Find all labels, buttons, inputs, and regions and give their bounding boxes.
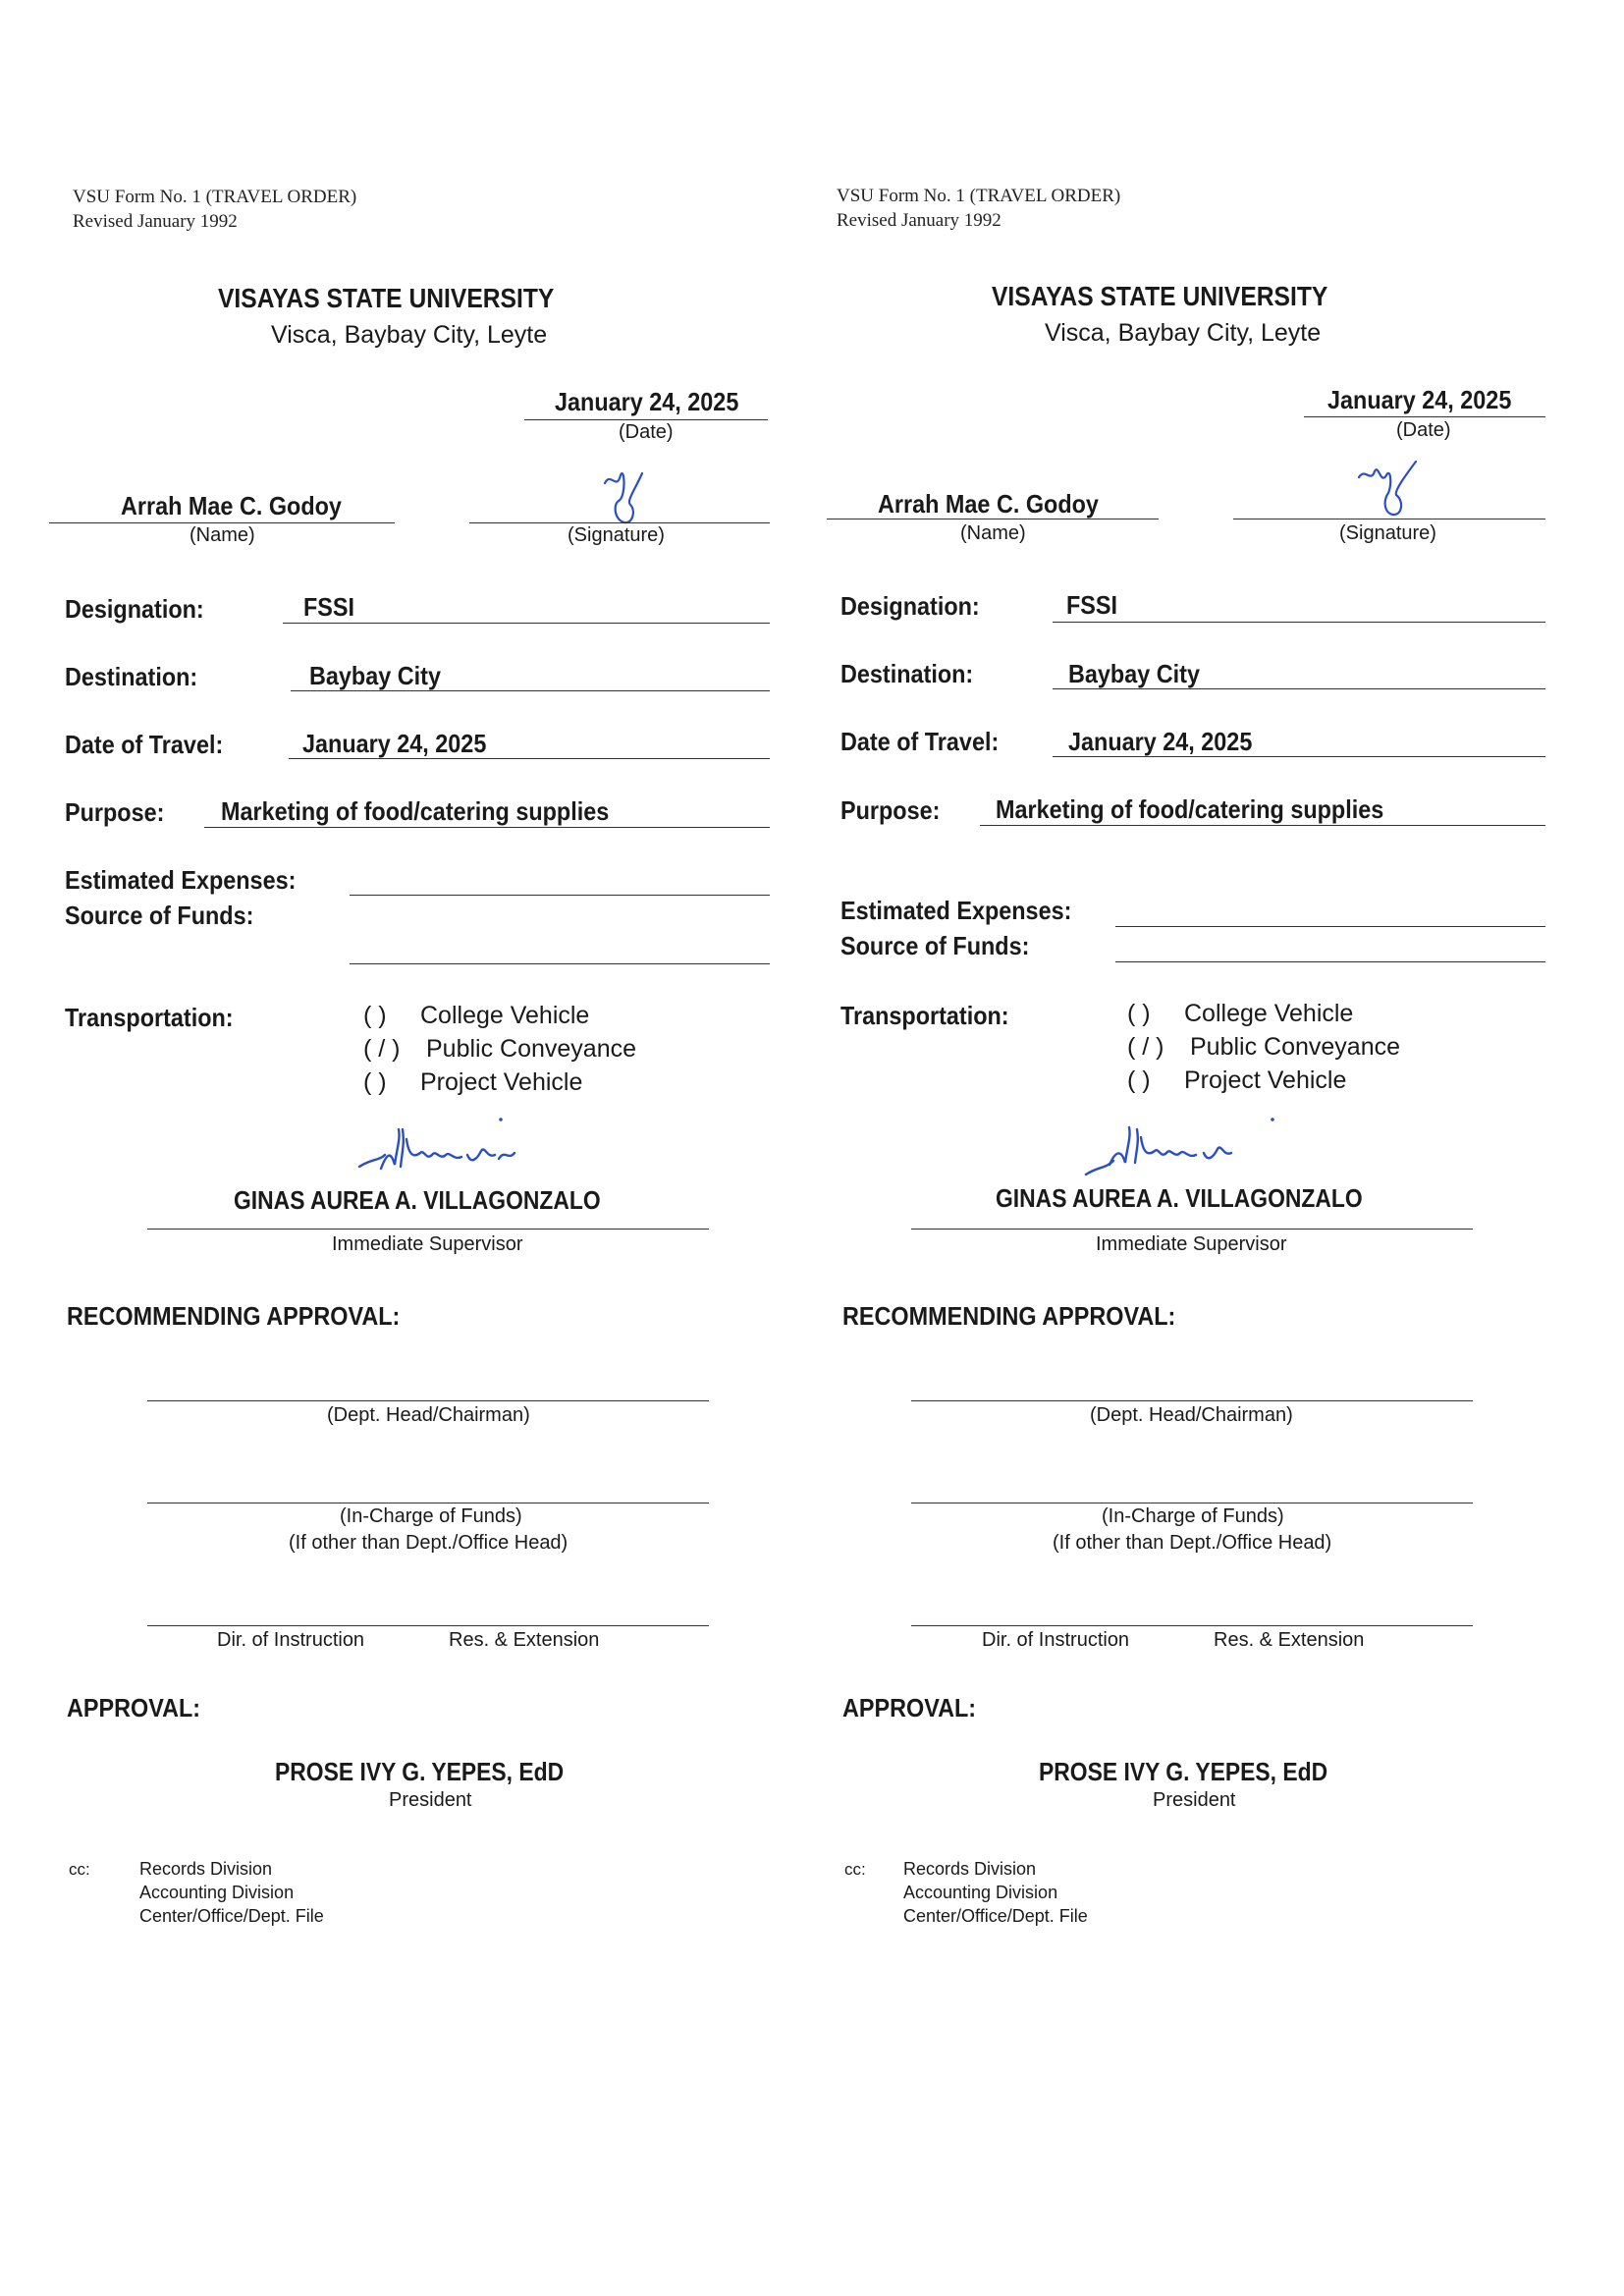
transport-option-college: College Vehicle — [1184, 1000, 1354, 1027]
approval-heading: APPROVAL: — [67, 1693, 201, 1722]
source-of-funds-label: Source of Funds: — [65, 901, 254, 930]
transportation-label: Transportation: — [840, 1001, 1009, 1030]
form-number: VSU Form No. 1 (TRAVEL ORDER) — [837, 186, 1121, 206]
university-name: VISAYAS STATE UNIVERSITY — [218, 283, 555, 313]
purpose-label: Purpose: — [840, 795, 941, 825]
transport-mark-public: ( / ) — [363, 1035, 401, 1063]
recommending-heading: RECOMMENDING APPROVAL: — [67, 1301, 401, 1331]
cc-item: Center/Office/Dept. File — [903, 1906, 1088, 1926]
cc-item: Records Division — [139, 1859, 273, 1879]
date-value: January 24, 2025 — [1327, 385, 1512, 414]
dept-head-line — [911, 1400, 1473, 1401]
date-line — [524, 419, 768, 420]
designation-line — [1053, 622, 1545, 623]
form-revised: Revised January 1992 — [73, 211, 238, 232]
estimated-expenses-line — [1115, 926, 1545, 927]
transport-option-project: Project Vehicle — [420, 1068, 583, 1096]
president-name: PROSE IVY G. YEPES, EdD — [1039, 1757, 1328, 1786]
res-extension: Res. & Extension — [449, 1629, 600, 1651]
purpose-line — [204, 827, 770, 828]
university-address: Visca, Baybay City, Leyte — [1045, 319, 1322, 347]
in-charge-note: (If other than Dept./Office Head) — [289, 1532, 568, 1554]
supervisor-signature — [1080, 1106, 1306, 1184]
source-of-funds-line — [1115, 961, 1545, 962]
dir-instruction: Dir. of Instruction — [217, 1629, 365, 1651]
transport-mark-project: ( ) — [363, 1068, 387, 1096]
in-charge-caption: (In-Charge of Funds) — [340, 1505, 522, 1527]
cc-item: Records Division — [903, 1859, 1037, 1879]
transport-option-project: Project Vehicle — [1184, 1066, 1347, 1094]
date-of-travel-label: Date of Travel: — [65, 730, 224, 759]
supervisor-title: Immediate Supervisor — [332, 1233, 523, 1255]
transport-option-college: College Vehicle — [420, 1002, 590, 1029]
in-charge-caption: (In-Charge of Funds) — [1102, 1505, 1284, 1527]
dept-head-caption: (Dept. Head/Chairman) — [327, 1404, 530, 1426]
travel-order-copy-left — [37, 0, 744, 2296]
res-extension: Res. & Extension — [1214, 1629, 1365, 1651]
university-address: Visca, Baybay City, Leyte — [271, 321, 548, 349]
cc-item: Accounting Division — [139, 1883, 295, 1902]
president-name: PROSE IVY G. YEPES, EdD — [275, 1757, 565, 1786]
destination-label: Destination: — [840, 659, 974, 688]
name-value: Arrah Mae C. Godoy — [121, 491, 342, 520]
designation-value: FSSI — [1066, 590, 1118, 620]
supervisor-line — [147, 1229, 709, 1230]
name-value: Arrah Mae C. Godoy — [878, 489, 1099, 519]
date-of-travel-value: January 24, 2025 — [302, 729, 487, 758]
purpose-value: Marketing of food/catering supplies — [996, 794, 1384, 824]
form-revised: Revised January 1992 — [837, 210, 1001, 231]
signature-line — [469, 522, 770, 523]
name-caption: (Name) — [189, 524, 255, 546]
date-of-travel-value: January 24, 2025 — [1068, 727, 1253, 756]
traveler-signature — [597, 462, 656, 530]
supervisor-name: GINAS AUREA A. VILLAGONZALO — [996, 1183, 1363, 1213]
designation-value: FSSI — [303, 592, 355, 622]
date-of-travel-line — [1053, 756, 1545, 757]
destination-line — [291, 690, 770, 691]
destination-label: Destination: — [65, 662, 198, 691]
name-line — [49, 522, 395, 523]
transportation-label: Transportation: — [65, 1003, 234, 1032]
estimated-expenses-label: Estimated Expenses: — [65, 865, 297, 895]
signature-caption: (Signature) — [568, 524, 665, 546]
dept-head-line — [147, 1400, 709, 1401]
purpose-value: Marketing of food/catering supplies — [221, 796, 610, 826]
cc-label: cc: — [69, 1860, 90, 1879]
dept-head-caption: (Dept. Head/Chairman) — [1090, 1404, 1293, 1426]
transport-option-public: Public Conveyance — [1190, 1033, 1401, 1061]
transport-mark-project: ( ) — [1127, 1066, 1151, 1094]
transport-mark-college: ( ) — [1127, 1000, 1151, 1027]
university-name: VISAYAS STATE UNIVERSITY — [992, 281, 1328, 311]
transport-mark-college: ( ) — [363, 1002, 387, 1029]
date-line — [1304, 416, 1545, 417]
supervisor-title: Immediate Supervisor — [1096, 1233, 1287, 1255]
date-of-travel-label: Date of Travel: — [840, 727, 1000, 756]
destination-value: Baybay City — [309, 661, 441, 690]
president-title: President — [389, 1789, 472, 1811]
dir-instruction: Dir. of Instruction — [982, 1629, 1130, 1651]
cc-label: cc: — [844, 1860, 866, 1879]
president-title: President — [1153, 1789, 1236, 1811]
purpose-line — [980, 825, 1545, 826]
name-caption: (Name) — [960, 522, 1026, 544]
form-number: VSU Form No. 1 (TRAVEL ORDER) — [73, 187, 357, 207]
destination-line — [1053, 688, 1545, 689]
in-charge-note: (If other than Dept./Office Head) — [1053, 1532, 1332, 1554]
date-caption: (Date) — [619, 421, 674, 443]
transport-option-public: Public Conveyance — [426, 1035, 637, 1063]
date-of-travel-line — [289, 758, 770, 759]
date-value: January 24, 2025 — [555, 387, 739, 416]
destination-value: Baybay City — [1068, 659, 1200, 688]
date-caption: (Date) — [1396, 419, 1451, 441]
source-of-funds-label: Source of Funds: — [840, 931, 1030, 960]
signature-caption: (Signature) — [1339, 522, 1436, 544]
supervisor-line — [911, 1229, 1473, 1230]
source-of-funds-line — [350, 963, 770, 964]
traveler-signature — [1353, 454, 1422, 522]
cc-item: Accounting Division — [903, 1883, 1058, 1902]
approval-heading: APPROVAL: — [842, 1693, 977, 1722]
designation-label: Designation: — [840, 591, 980, 621]
estimated-expenses-label: Estimated Expenses: — [840, 896, 1072, 925]
designation-line — [283, 623, 770, 624]
supervisor-name: GINAS AUREA A. VILLAGONZALO — [234, 1185, 601, 1215]
cc-item: Center/Office/Dept. File — [139, 1906, 324, 1926]
supervisor-signature — [352, 1110, 577, 1178]
purpose-label: Purpose: — [65, 797, 165, 827]
designation-label: Designation: — [65, 594, 204, 624]
dir-line — [147, 1625, 709, 1626]
recommending-heading: RECOMMENDING APPROVAL: — [842, 1301, 1176, 1331]
estimated-expenses-line — [350, 895, 770, 896]
transport-mark-public: ( / ) — [1127, 1033, 1164, 1061]
dir-line — [911, 1625, 1473, 1626]
travel-order-copy-right — [803, 0, 1510, 2296]
